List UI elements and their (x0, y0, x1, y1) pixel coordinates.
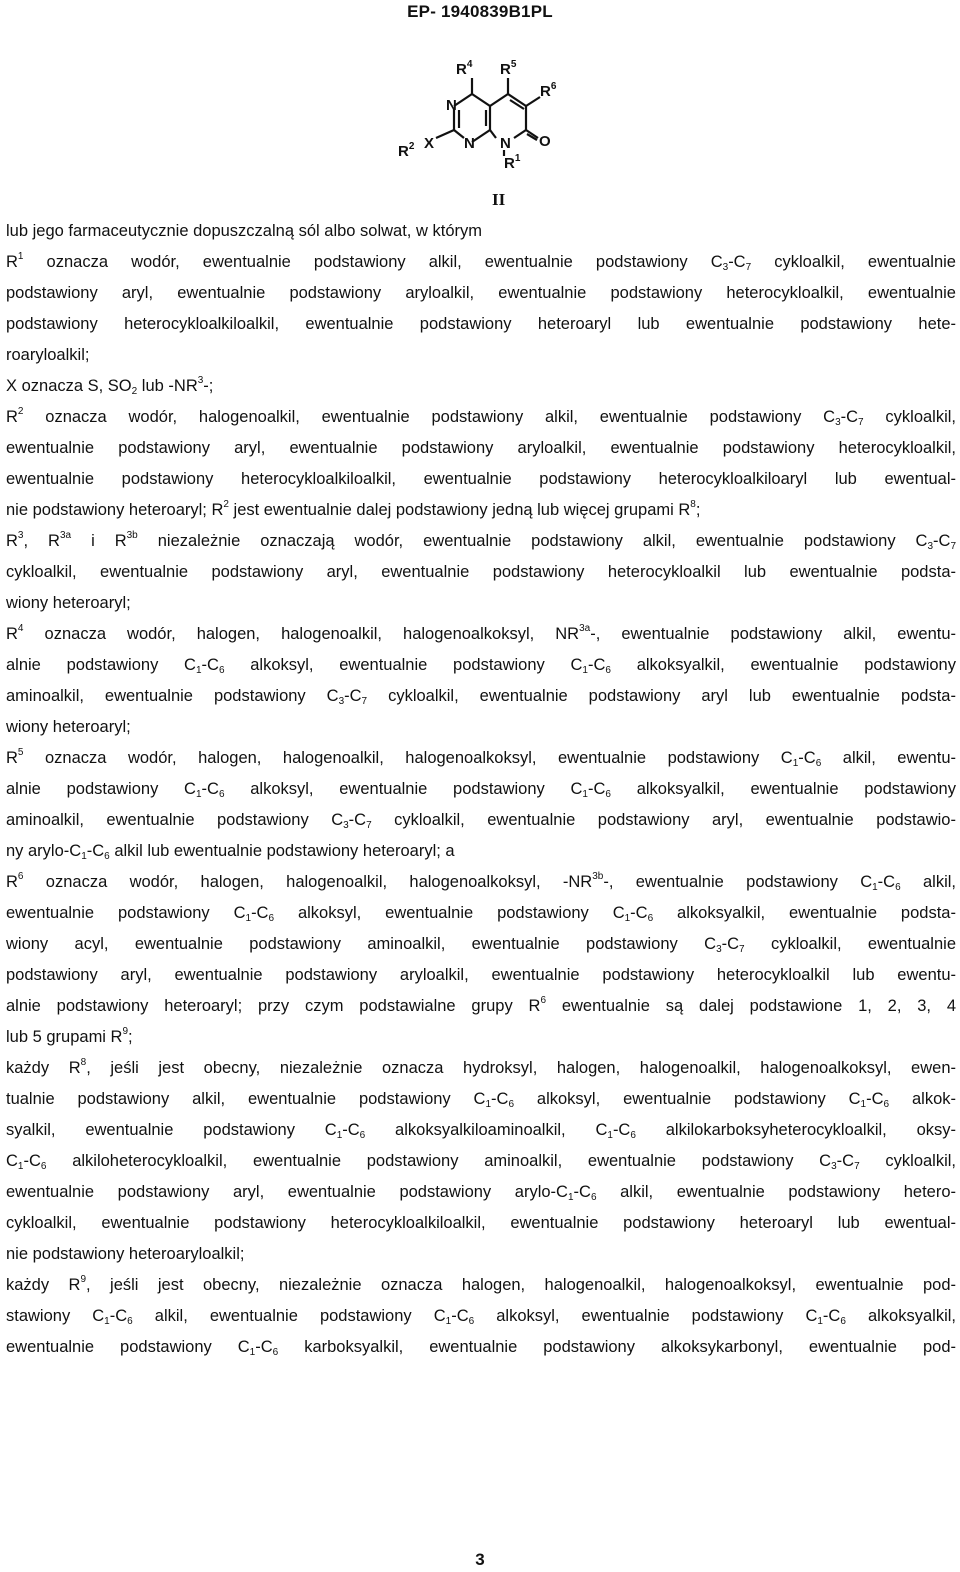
subscript: 6 (468, 1316, 475, 1327)
subscript: 7 (858, 417, 864, 428)
subscript: 3 (831, 1161, 837, 1172)
text-line: podstawiony aryl, ewentualnie podstawiony aryloalkil, ewentualnie podstawiony heterocykloalkil lub ewentu- (6, 966, 956, 984)
subscript: 1 (582, 665, 588, 676)
r2-label: $R^2$ (398, 141, 415, 160)
text-line: lub 5 grupami $R^9$; (6, 1026, 133, 1046)
text-line: $R^2$ oznacza wodór, halogenoalkil, ewentualnie podstawiony alkil, ewentualnie podstawiony $C_3-C_7$ cykloalkil, (6, 406, 956, 428)
subscript: 6 (508, 1099, 515, 1110)
text-line: ewentualnie podstawiony aryl, ewentualnie podstawiony aryloalkil, ewentualnie podstawiony heterocykloalkil, (6, 439, 956, 457)
subscript: 1 (607, 1130, 613, 1141)
subscript: 1 (245, 913, 252, 924)
text-line: nie podstawiony heteroaryl; $R^2$ jest ewentualnie dalej podstawiony jedną lub więcej grupami $R^8$; (6, 499, 701, 519)
subscript: 3 (343, 820, 349, 831)
subscript: 6 (272, 1347, 279, 1358)
subscript: 6 (590, 1192, 597, 1203)
superscript: 3 (17, 530, 24, 541)
superscript: 3b (126, 530, 138, 541)
superscript: 2 (223, 499, 229, 510)
superscript: 3a (579, 623, 591, 634)
superscript: 5 (17, 747, 24, 758)
superscript: 3a (59, 530, 72, 541)
text-line: $R^4$ oznacza wodór, halogen, halogenoalkil, halogenoalkoksyl, $NR^{3a}-$, ewentualnie podstawiony alkil, ewentu- (6, 623, 956, 643)
subscript: 6 (605, 665, 611, 676)
superscript: 3 (197, 375, 204, 386)
text-line: ewentualnie podstawiony $C_1-C_6$ alkoksyl, ewentualnie podstawiony $C_1-C_6$ alkoksyalkil, ewentualnie podsta- (6, 904, 956, 924)
text-line: $R^5$ oznacza wodór, halogen, halogenoalkil, halogenoalkoksyl, ewentualnie podstawiony $C_1-C_6$ alkil, ewentu- (6, 747, 956, 769)
text-line: wiony heteroaryl; (6, 718, 131, 736)
superscript: 6 (17, 871, 24, 882)
r6-label: $R^6$ (540, 81, 557, 100)
subscript: 6 (127, 1316, 133, 1327)
x-linker-label: X (424, 135, 435, 152)
subscript: 1 (872, 882, 878, 893)
subscript: 7 (739, 944, 745, 955)
subscript: 1 (624, 913, 631, 924)
subscript: 6 (218, 789, 225, 800)
subscript: 1 (81, 851, 87, 862)
text-line: lub jego farmaceutycznie dopuszczalną sól albo solwat, w którym (6, 222, 482, 240)
text-line: każdy $R^8$, jeśli jest obecny, niezależnie oznacza hydroksyl, halogen, halogenoalkil, halogenoalkoksyl, ewen- (6, 1057, 956, 1077)
chemical-structure-formula-ii (392, 52, 582, 212)
subscript: 6 (840, 1316, 846, 1327)
subscript: 3 (927, 541, 934, 552)
formula-number: II (492, 190, 506, 209)
text-line: syalkil, ewentualnie podstawiony $C_1-C_6$ alkoksyalkiloaminoalkil, $C_1-C_6$ alkilokarboksyheterocykloalkil, oksy- (6, 1121, 956, 1141)
subscript: 1 (582, 789, 588, 800)
document-id-header: EP- 1940839B1PL (407, 2, 553, 21)
text-line: alnie podstawiony heteroaryl; przy czym podstawialne grupy $R^6$ ewentualnie są dalej podstawione 1, 2, 3, 4 (6, 995, 956, 1015)
subscript: 1 (249, 1347, 256, 1358)
subscript: 1 (195, 665, 202, 676)
superscript: 1 (17, 251, 24, 262)
text-line: alnie podstawiony $C_1-C_6$ alkoksyl, ewentualnie podstawiony $C_1-C_6$ alkoksyalkil, ewentualnie podstawiony (6, 656, 956, 676)
subscript: 6 (359, 1130, 366, 1141)
text-line: ny arylo-$C_1-C_6$ alkil lub ewentualnie podstawiony heteroaryl; a (6, 842, 455, 862)
text-line: aminoalkil, ewentualnie podstawiony $C_3-C_7$ cykloalkil, ewentualnie podstawiony aryl, ewentualnie podstawio- (6, 811, 956, 831)
superscript: 2 (17, 406, 24, 417)
text-line: stawiony $C_1-C_6$ alkil, ewentualnie podstawiony $C_1-C_6$ alkoksyl, ewentualnie podstawiony $C_1-C_6$ alkoksyalkil, (6, 1307, 956, 1327)
claim-text-body (6, 216, 956, 1363)
subscript: 6 (647, 913, 654, 924)
subscript: 6 (104, 851, 110, 862)
subscript: 1 (195, 789, 202, 800)
subscript: 1 (104, 1316, 110, 1327)
ring-nitrogen-2: N (464, 135, 475, 152)
text-line: ewentualnie podstawiony aryl, ewentualnie podstawiony arylo-$C_1-C_6$ alkil, ewentualnie podstawiony hetero- (6, 1183, 956, 1203)
text-line: ewentualnie podstawiony heterocykloalkiloalkil, ewentualnie podstawiony heterocykloalkiloaryl lub ewentual- (6, 470, 956, 488)
text-line: aminoalkil, ewentualnie podstawiony $C_3-C_7$ cykloalkil, ewentualnie podstawiony aryl lub ewentualnie podsta- (6, 687, 956, 707)
text-line: cykloalkil, ewentualnie podstawiony aryl, ewentualnie podstawiony heterocykloalkil lub ewentualnie podsta- (6, 563, 956, 581)
naphthyridinone-ring-drawing (392, 52, 582, 212)
text-line: podstawiony heterocykloalkiloalkil, ewentualnie podstawiony heteroaryl lub ewentualnie podstawiony hete- (6, 315, 956, 333)
subscript: 1 (567, 1192, 574, 1203)
subscript: 7 (854, 1161, 860, 1172)
ring-nitrogen-1: N (446, 97, 457, 114)
text-line: cykloalkil, ewentualnie podstawiony heterocykloalkiloalkil, ewentualnie podstawiony heteroaryl lub ewentual- (6, 1214, 956, 1232)
subscript: 6 (815, 758, 822, 769)
text-line: ewentualnie podstawiony $C_1-C_6$ karboksyalkil, ewentualnie podstawiony alkoksykarbonyl, ewentualnie pod- (6, 1338, 956, 1358)
ring-nitrogen-3: N (500, 135, 511, 152)
subscript: 1 (860, 1099, 867, 1110)
text-line: $R^6$ oznacza wodór, halogen, halogenoalkil, halogenoalkoksyl, $-NR^{3b}-$, ewentualnie podstawiony $C_1-C_6$ alkil, (6, 871, 956, 893)
subscript: 7 (361, 696, 368, 707)
subscript: 1 (17, 1161, 24, 1172)
subscript: 6 (40, 1161, 47, 1172)
subscript: 7 (366, 820, 372, 831)
text-line: wiony acyl, ewentualnie podstawiony aminoalkil, ewentualnie podstawiony $C_3-C_7$ cykloalkil, ewentualnie (6, 935, 956, 955)
text-line: X oznacza S, $SO_2$ lub $-NR^3-$; (6, 375, 214, 397)
text-line: alnie podstawiony $C_1-C_6$ alkoksyl, ewentualnie podstawiony $C_1-C_6$ alkoksyalkil, ewentualnie podstawiony (6, 780, 956, 800)
subscript: 1 (792, 758, 799, 769)
subscript: 6 (218, 665, 225, 676)
text-line: roaryloalkil; (6, 346, 90, 364)
superscript: 8 (690, 499, 696, 510)
subscript: 2 (131, 386, 138, 397)
text-line: podstawiony aryl, ewentualnie podstawiony aryloalkil, ewentualnie podstawiony heterocykloalkil, ewentualnie (6, 284, 956, 302)
subscript: 1 (445, 1316, 452, 1327)
subscript: 6 (883, 1099, 890, 1110)
superscript: 4 (17, 623, 24, 634)
text-line: wiony heteroaryl; (6, 594, 131, 612)
subscript: 1 (485, 1099, 492, 1110)
subscript: 7 (745, 262, 752, 273)
text-line: tualnie podstawiony alkil, ewentualnie podstawiony $C_1-C_6$ alkoksyl, ewentualnie podstawiony $C_1-C_6$ alkok- (6, 1090, 956, 1110)
superscript: 3b (592, 871, 604, 882)
subscript: 1 (817, 1316, 823, 1327)
subscript: 6 (268, 913, 275, 924)
subscript: 3 (716, 944, 722, 955)
oxygen-label: O (539, 133, 551, 150)
subscript: 6 (630, 1130, 636, 1141)
page-number: 3 (475, 1550, 485, 1569)
text-line: $R^1$ oznacza wodór, ewentualnie podstawiony alkil, ewentualnie podstawiony $C_3-C_7$ cykloalkil, ewentualnie (6, 251, 956, 273)
subscript: 6 (605, 789, 611, 800)
text-line: nie podstawiony heteroaryloalkil; (6, 1245, 245, 1263)
subscript: 3 (835, 417, 841, 428)
r4-label: $R^4$ (456, 59, 473, 78)
text-line: $R^3$, $R^{3a}$ i $R^{3b}$ niezależnie oznaczają wodór, ewentualnie podstawiony alkil, ewentualnie podstawiony $C_3-C_7$ (6, 530, 956, 552)
superscript: 6 (540, 995, 546, 1006)
r5-label: $R^5$ (500, 59, 517, 78)
text-line: $C_1-C_6$ alkiloheterocykloalkil, ewentualnie podstawiony aminoalkil, ewentualnie podstawiony $C_3-C_7$ cykloalkil, (6, 1152, 956, 1172)
subscript: 3 (338, 696, 345, 707)
subscript: 1 (336, 1130, 343, 1141)
superscript: 9 (80, 1274, 87, 1285)
text-line: każdy $R^9$, jeśli jest obecny, niezależnie oznacza halogen, halogenoalkil, halogenoalkoksyl, ewentualnie pod- (6, 1274, 956, 1294)
superscript: 9 (122, 1026, 129, 1037)
subscript: 6 (895, 882, 901, 893)
r1-label: $R^1$ (504, 153, 521, 172)
subscript: 7 (950, 541, 956, 552)
subscript: 3 (722, 262, 729, 273)
superscript: 8 (80, 1057, 87, 1068)
